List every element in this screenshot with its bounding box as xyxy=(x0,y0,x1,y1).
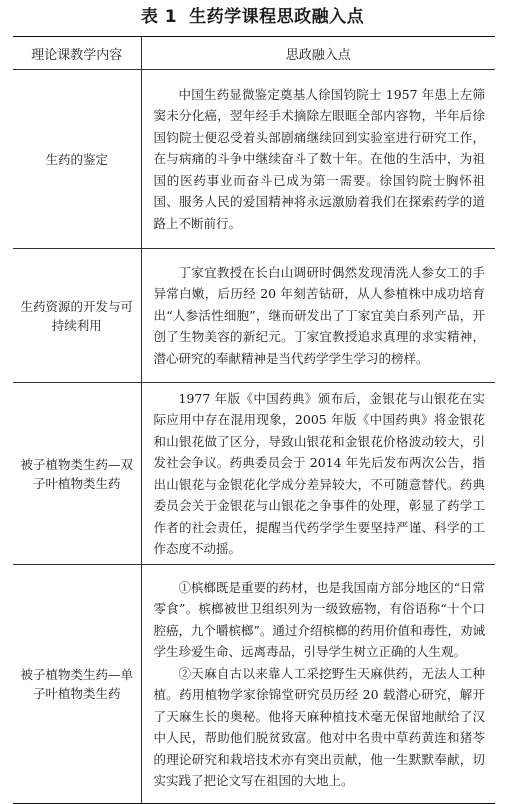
row-content xyxy=(141,565,495,804)
row-content xyxy=(141,249,495,383)
content-paragraph: 丁家宜教授在长白山调研时偶然发现清洗人参女工的手异常白嫩，后历经 20 年刻苦钻研，从人参植株中成功培育出“人参活性细胞”，继而研发出了丁家宜美白系列产品，开创了生物美容的新纪元。丁家宜教授追求真理的求实精神，潜心研究的奉献精神是当代药学学生学习的榜样。 xyxy=(153,264,485,366)
table-caption xyxy=(0,0,505,33)
content-paragraph: 中国生药显微鉴定奠基人徐国钧院士 1957 年患上左筛窦未分化癌，翌年经手术摘除左眼眶全部内容物，半年后徐国钧院士便忍受着头部剧痛继续回到实验室进行研究工作，在与病痛的斗争中继续奋斗了数十年。在他的生活中，为祖国的医药事业而奋斗已成为第一需要。徐国钧院士胸怀祖国、服务人民的爱国精神将永远激励着我们在探索药学的道路上不断前行。 xyxy=(153,86,485,231)
table-number: 表 1 xyxy=(140,7,178,27)
ideology-table xyxy=(13,36,495,804)
content-paragraph: ②天麻自古以来靠人工采挖野生天麻供药，无法人工种植。药用植物学家徐锦堂研究员历经 20 载潜心研究，解开了天麻生长的奥秘。他将天麻种植技术毫无保留地献给了汉中人民，帮助他们脱贫致富。他对中名贵中草药黄连和猪苓的理论研究和栽培技术亦有突出贡献，他一生默默奉献，切实实践了把论文写在祖国的大地上。 xyxy=(153,665,485,788)
row-topic: 生药的鉴定 xyxy=(13,70,141,249)
row-content xyxy=(141,70,495,249)
table-row xyxy=(13,249,495,383)
table-header-row xyxy=(13,37,495,70)
content-paragraph: 1977 年版《中国药典》颁布后，金银花与山银花在实际应用中存在混用现象，2005 年版《中国药典》将金银花和山银花做了区分，导致山银花和金银花价格波动较大，引发社会争议。药典委员会于 2014 年先后发布两次公告，指出山银花与金银花化学成分差异较大，不可随意替代。药典委员会关于金银花与山银花之争事件的处理，彰显了药学工作者的社会责任，提醒当代药学学生要坚持严谨、科学的工作态度不动摇。 xyxy=(153,390,485,556)
table-title: 生药学课程思政融入点 xyxy=(189,7,365,27)
table-row xyxy=(13,70,495,249)
header-integration-points: 思政融入点 xyxy=(141,37,495,70)
header-teaching-content: 理论课教学内容 xyxy=(13,37,141,70)
row-topic: 被子植物类生药—单子叶植物类生药 xyxy=(13,565,141,804)
table-row xyxy=(13,565,495,804)
table-row xyxy=(13,383,495,565)
content-paragraph: ①槟榔既是重要的药材，也是我国南方部分地区的“日常零食”。槟榔被世卫组织列为一级致癌物，有俗语称“十个口腔癌，九个嚼槟榔”。通过介绍槟榔的药用价值和毒性，劝诫学生珍爱生命、远离毒品，引导学生树立正确的人生观。 xyxy=(153,579,485,659)
row-topic: 生药资源的开发与可持续利用 xyxy=(13,249,141,383)
row-topic: 被子植物类生药—双子叶植物类生药 xyxy=(13,383,141,565)
row-content xyxy=(141,383,495,565)
